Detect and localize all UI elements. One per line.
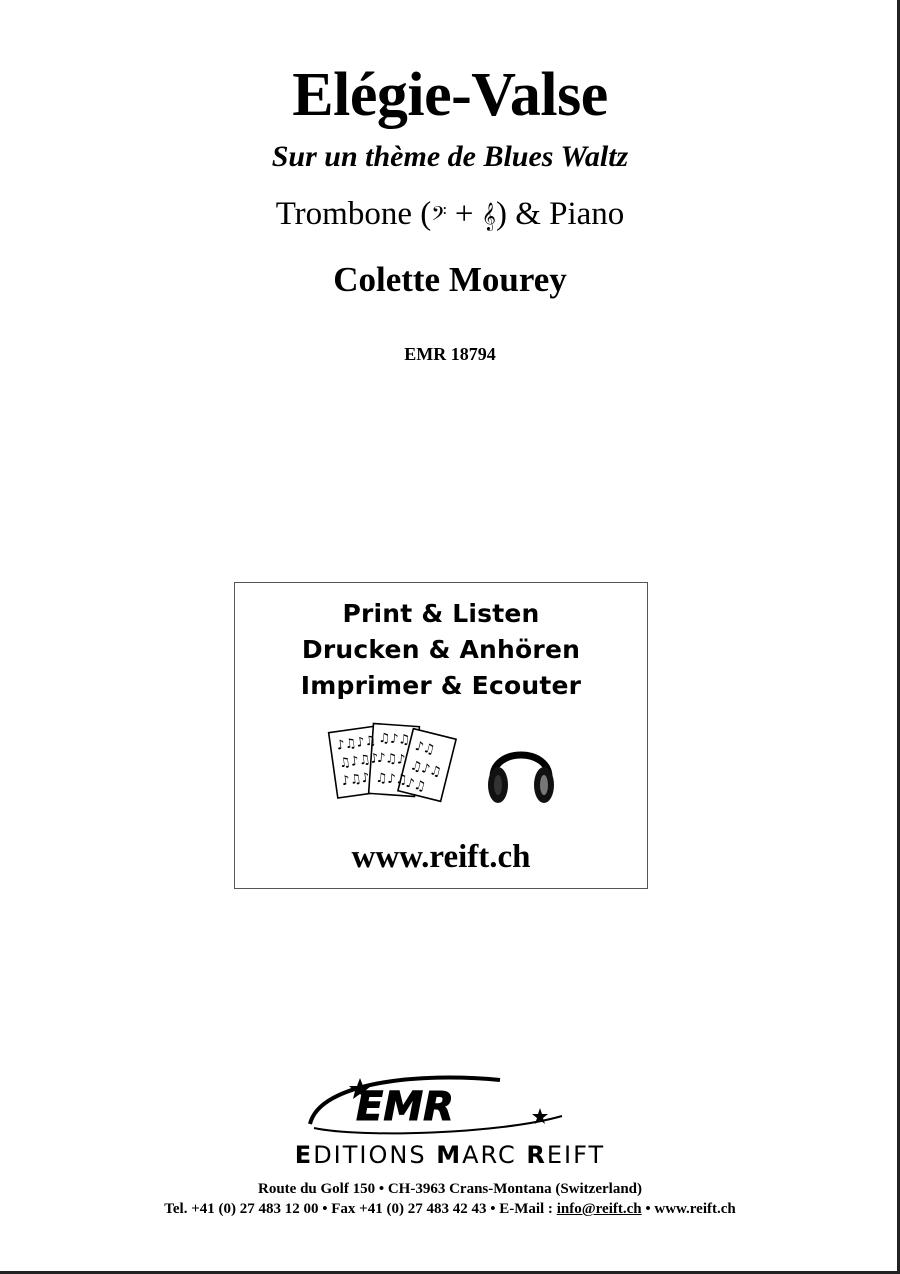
publisher-word-2: ARC [462,1141,527,1169]
svg-text:EMR: EMR [356,1084,454,1130]
instrumentation [0,196,900,233]
headphones-icon [485,733,557,809]
emr-logo [300,1072,580,1142]
instrumentation-plus: + [446,196,482,232]
svg-text:♫♪♫: ♫♪♫ [377,730,411,749]
svg-text:♪♫♪♫: ♪♫♪♫ [335,733,378,754]
promo-line-fr: Imprimer & Ecouter [300,671,582,700]
composer-name: Colette Mourey [333,260,567,299]
contact-phone-fax: Tel. +41 (0) 27 483 12 00 • Fax +41 (0) 27 483 42 43 • E-Mail : [164,1201,557,1217]
print-listen-box[interactable] [234,582,648,889]
treble-clef-icon: 𝄞 [481,202,496,230]
publisher-initial-e: E [294,1141,314,1169]
catalog-number: EMR 18794 [404,344,496,364]
publisher-name [0,1141,900,1169]
svg-text:♫♪♫: ♫♪♫ [375,770,408,788]
bass-clef-icon: 𝄢 [431,202,447,230]
instrumentation-prefix: Trombone ( [275,196,432,232]
svg-text:♫♪♫: ♫♪♫ [408,758,443,781]
page-title: Elégie-Valse [292,61,608,129]
publisher-word-3: EIFT [546,1141,606,1169]
svg-text:♪♫: ♪♫ [404,775,428,796]
email-link[interactable]: info@reift.ch [556,1201,642,1217]
contact-website: • www.reift.ch [641,1201,736,1217]
publisher-contact [0,1201,900,1218]
instrumentation-suffix: ) & Piano [495,196,625,232]
promo-line-en: Print & Listen [342,599,540,628]
promo-line-de: Drucken & Anhören [301,635,581,664]
publisher-address: Route du Golf 150 • CH-3963 Crans-Montana (Switzerland) [258,1181,642,1197]
sheet-music-icon [327,719,457,809]
promo-url-link[interactable]: www.reift.ch [351,839,531,875]
publisher-initial-m: M [436,1141,463,1169]
svg-text:♪♫♪: ♪♫♪ [340,770,371,790]
svg-text:♫♪♫♪: ♫♪♫♪ [338,751,380,772]
svg-text:♪♫: ♪♫ [413,738,437,759]
publisher-word-1: DITIONS [313,1141,437,1169]
subtitle: Sur un thème de Blues Waltz [271,140,629,173]
svg-text:♪♫♪: ♪♫♪ [376,750,406,768]
publisher-initial-r: R [526,1141,547,1169]
